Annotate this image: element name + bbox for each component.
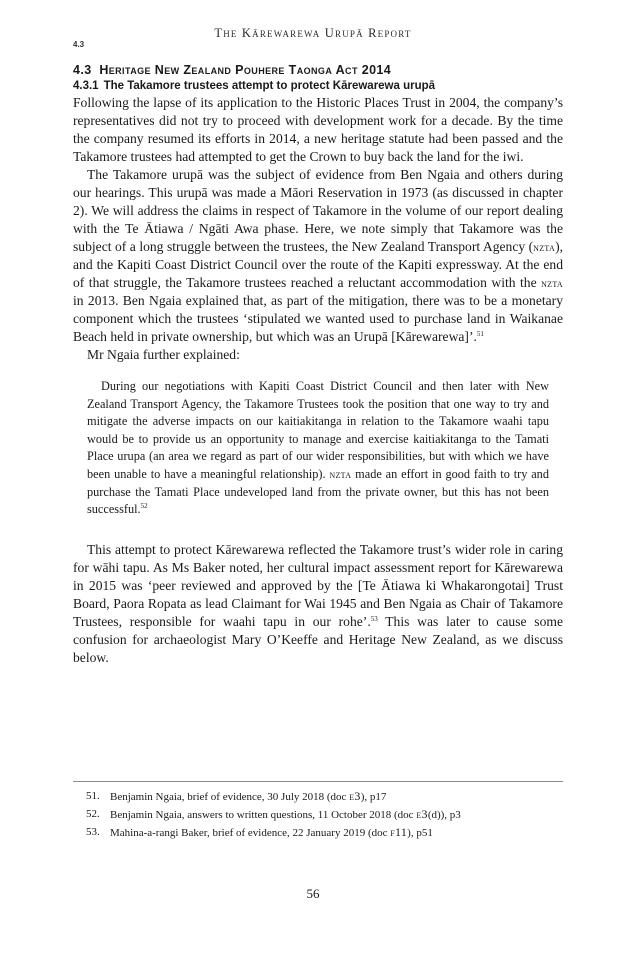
subsection-heading-number: 4.3.1 [73,80,99,92]
acronym-nzta: nzta [533,240,556,254]
section-heading [73,62,563,78]
footnote-53 [86,824,556,842]
footnote-text-b: ), p51 [407,827,433,839]
paragraph-1: Following the lapse of its application to the Historic Places Trust in 2004, the company’s representatives did not try to proceed with development work for a decade. By the time the company resumed its efforts in 2014, a new heritage statute had been passed and the Takamore trustees had attempted to get the Crown to buy back the land for the iwi. [73,95,563,164]
section-heading-title: Heritage New Zealand Pouhere Taonga Act 2014 [99,63,392,77]
paragraph-2-text-a: The Takamore urupā was the subject of evidence from Ben Ngaia and others during our hearings. This urupā was made a Māori Reservation in 1973 (as discussed in chapter 2). We will address the claims in respect of Takamore in the volume of our report dealing with the Te Ātiawa / Ngāti Awa phase. Here, we note simply that Takamore was the subject of a long struggle between the trustees, the New Zealand Transport Agency ( [73,167,563,254]
paragraph-4 [73,541,563,667]
footnote-ref-51[interactable]: 51 [476,330,484,338]
subsection-heading-title: The Takamore trustees attempt to protect Kārewarewa urupā [103,80,436,92]
footnote-text-b: (d)), p3 [427,809,461,821]
paragraph-3: Mr Ngaia further explained: [87,347,240,362]
paragraph-4-text-a: This attempt to protect Kārewarewa reflected the Takamore trust’s wider role in caring for wāhi tapu. As Ms Baker noted, her cultural impact assessment report for Kārewarewa in 2015 was ‘peer reviewed and approved by the [Te Ātiawa ki Whakarongotai] Trust Board, Paora Ropata as lead Claimant for Wai 1945 and Ben Ngaia as Chair of Takamore Trustees, responsible for waahi tapu in our rohe’. [73,541,563,629]
footnote-divider [73,781,563,782]
section-tag: 4.3 [73,40,85,49]
footnote-number: 52. [86,808,100,820]
block-quote [87,378,549,519]
footnote-text-a: Benjamin Ngaia, answers to written questions, 11 October 2018 (doc [110,809,417,821]
footnote-text [110,824,433,842]
footnote-text [110,806,461,824]
acronym-nzta: nzta [329,466,352,481]
footnote-text-b: ), p17 [360,791,387,803]
doc-ref: e3 [349,789,361,803]
footnote-ref-52[interactable]: 52 [140,502,148,511]
footnote-ref-53[interactable]: 53 [370,614,378,623]
footnote-number: 51. [86,790,100,802]
doc-ref: e3 [416,807,428,821]
footnote-number: 53. [86,826,100,838]
footnote-51 [86,788,556,806]
doc-ref: f11 [390,825,408,839]
footnotes [86,788,556,842]
paragraph-4-text-b: This was later to cause some confusion for archaeologist Mary O’Keeffe and Heritage New Zealand, as we discuss below. [73,613,563,665]
footnote-text-a: Mahina-a-rangi Baker, brief of evidence, 22 January 2019 (doc [110,827,391,839]
quote-text-a: During our negotiations with Kapiti Coast District Council and then later with New Zealand Transport Agency, the Takamore Trustees took the position that one way to try and mitigate the adverse impacts on our kaitiakitanga in relation to the Takamore waahi tapu would be to provide us an opportunity to manage and exercise kaitiakitanga to the Tamati Place urupa (an area we regard as part of our wider responsibilities, but with which we have been unable to have a meaningful relationship). [87,379,549,481]
main-content [73,62,563,667]
page-number: 56 [306,886,320,901]
paragraph-2-text-b: ), and the Kapiti Coast District Council over the route of the Kapiti expressway. At the end of that struggle, the Takamore trustees reached a reluctant accommodation with the [73,239,563,290]
footnote-text-a: Benjamin Ngaia, brief of evidence, 30 July 2018 (doc [110,791,350,803]
subsection-heading [73,79,563,94]
section-heading-number: 4.3 [73,63,92,77]
footnote-text [110,788,386,806]
running-head: The Kārewarewa Urupā Report [214,26,412,40]
paragraph-2-text-c: in 2013. Ben Ngaia explained that, as part of the mitigation, there was to be a monetary component which the trustees ‘stipulated we wanted used to purchase land in Waikanae Beach held in private ownership, but which was an Urupā [Kārewarewa]’. [73,293,563,344]
quote-text-b: made an effort in good faith to try and purchase the Tamati Place undeveloped land from the private owner, but this has not been successful. [87,466,549,517]
paragraph-2 [73,166,563,346]
footnote-52 [86,806,556,824]
acronym-nzta: nzta [541,276,563,290]
quote-text [87,378,549,519]
